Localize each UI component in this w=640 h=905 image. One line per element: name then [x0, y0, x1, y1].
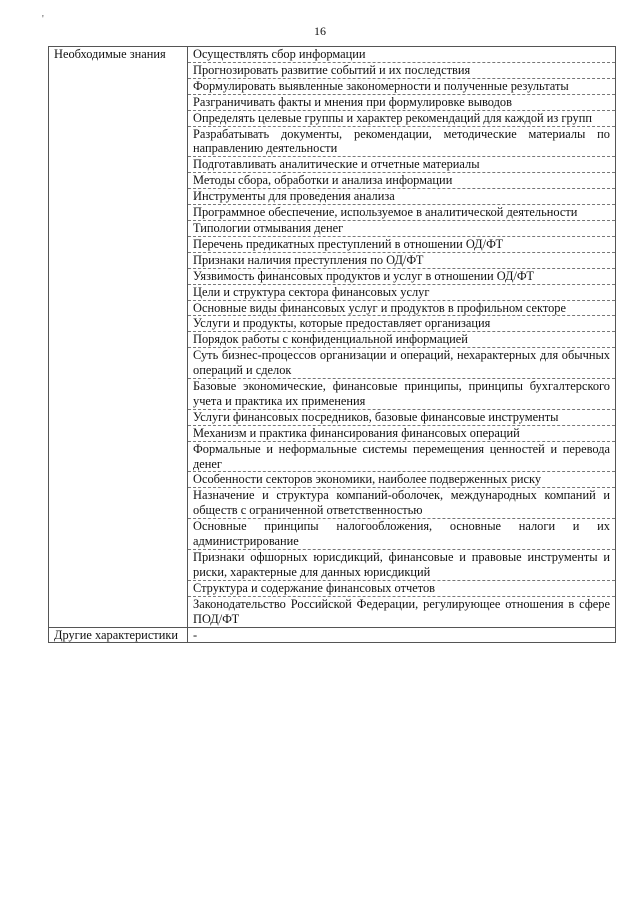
list-item: Законодательство Российской Федерации, регулирующее отношения в сфере ПОД/ФТ: [193, 596, 610, 626]
table-row: [49, 47, 616, 628]
list-item: Типологии отмывания денег: [188, 221, 615, 237]
list-item: Подготавливать аналитические и отчетные материалы: [188, 157, 615, 173]
list-item: Осуществлять сбор информации: [188, 47, 615, 63]
list-item: Формулировать выявленные закономерности и полученные результаты: [188, 79, 615, 95]
list-item: Базовые экономические, финансовые принципы, принципы бухгалтерского учета и практика их применения: [188, 379, 615, 410]
list-item: Формальные и неформальные системы перемещения ценностей и перевода денег: [188, 442, 615, 473]
list-item: Услуги и продукты, которые предоставляет организация: [188, 316, 615, 332]
list-item: Основные принципы налогообложения, основные налоги и их администрирование: [188, 519, 615, 550]
list-item: Порядок работы с конфиденциальной информацией: [188, 332, 615, 348]
list-item: Программное обеспечение, используемое в аналитической деятельности: [188, 205, 615, 221]
list-item: Разграничивать факты и мнения при формулировке выводов: [188, 95, 615, 111]
list-item: Суть бизнес-процессов организации и операций, нехарактерных для обычных операций и сделок: [188, 348, 615, 379]
corner-mark: ': [42, 14, 44, 25]
list-item: Уязвимость финансовых продуктов и услуг в отношении ОД/ФТ: [188, 269, 615, 285]
list-item: Назначение и структура компаний-оболочек, международных компаний и обществ с ограниченной ответственностью: [188, 488, 615, 519]
list-item: Услуги финансовых посредников, базовые финансовые инструменты: [188, 410, 615, 426]
list-item: Признаки офшорных юрисдикций, финансовые и правовые инструменты и риски, характерные для данных юрисдикций: [188, 550, 615, 581]
list-item: Признаки наличия преступления по ОД/ФТ: [188, 253, 615, 269]
list-item: -: [193, 627, 198, 642]
row-label: Другие характеристики: [49, 627, 188, 643]
list-item: Определять целевые группы и характер рекомендаций для каждой из групп: [188, 111, 615, 127]
knowledge-table: [48, 46, 616, 643]
list-item: Прогнозировать развитие событий и их последствия: [188, 63, 615, 79]
list-item: Механизм и практика финансирования финансовых операций: [188, 426, 615, 442]
list-item: Цели и структура сектора финансовых услуг: [188, 285, 615, 301]
table-row: [49, 627, 616, 643]
list-item: Перечень предикатных преступлений в отношении ОД/ФТ: [188, 237, 615, 253]
list-item: Структура и содержание финансовых отчетов: [188, 581, 615, 597]
items-cell: [188, 627, 616, 643]
page-number: 16: [314, 24, 326, 38]
items-cell: [188, 47, 616, 628]
list-item: Основные виды финансовых услуг и продуктов в профильном секторе: [188, 301, 615, 317]
list-item: Инструменты для проведения анализа: [188, 189, 615, 205]
list-item: Разрабатывать документы, рекомендации, методические материалы по направлению деятельности: [188, 127, 615, 158]
list-item: Особенности секторов экономики, наиболее подверженных риску: [188, 472, 615, 488]
list-item: Методы сбора, обработки и анализа информации: [188, 173, 615, 189]
row-label: Необходимые знания: [49, 47, 188, 628]
